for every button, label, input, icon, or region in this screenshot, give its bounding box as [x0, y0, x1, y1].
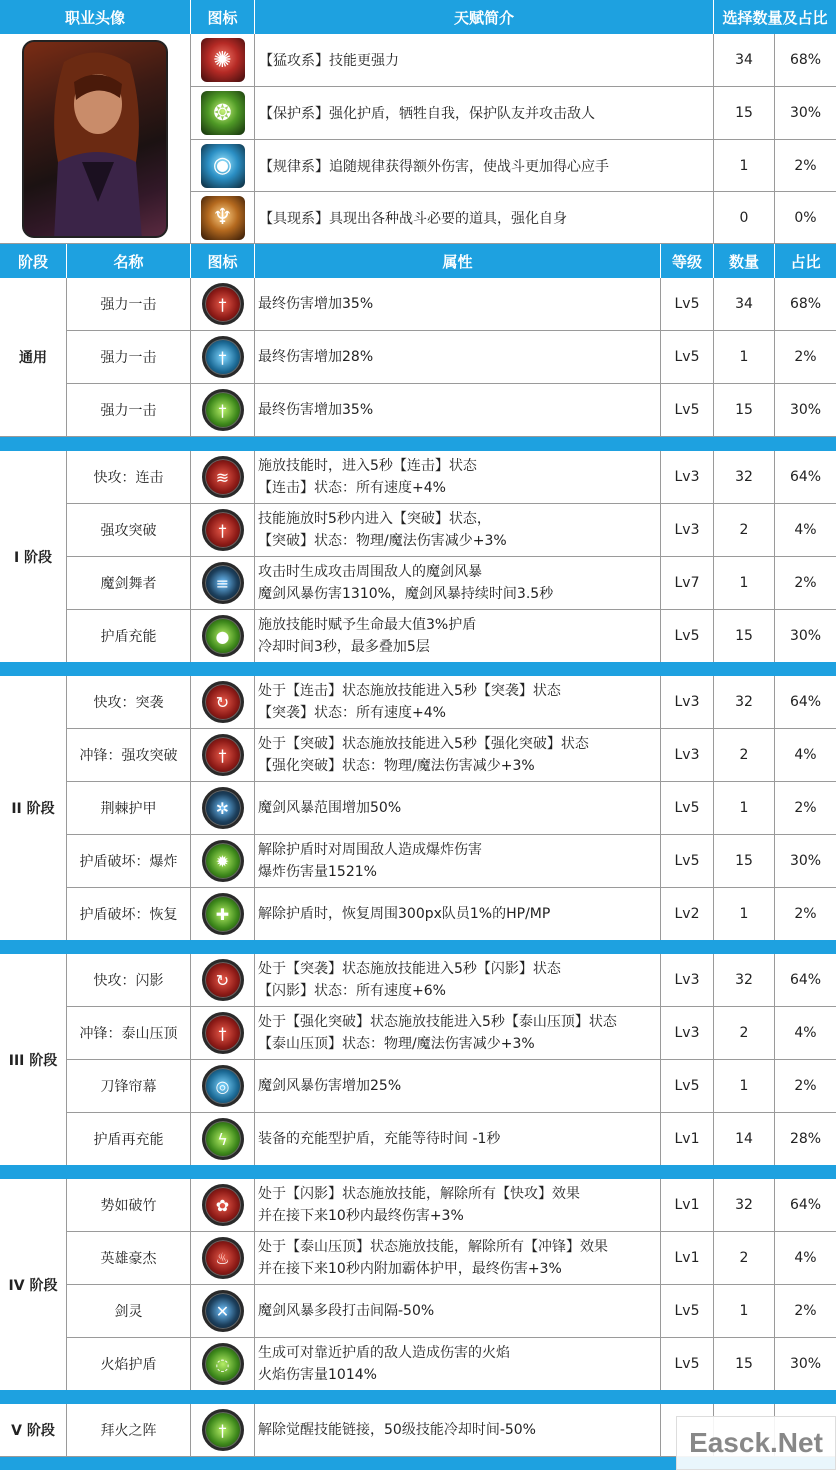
- talent-attr: [255, 1060, 661, 1113]
- talent-pct: 2%: [775, 1285, 836, 1338]
- talent-count: 32: [714, 451, 775, 504]
- talent-pct: 64%: [775, 954, 836, 1007]
- portrait-cell: [0, 34, 191, 244]
- attr-line-2: 并在接下来10秒内附加霸体护甲，最终伤害+3%: [258, 1261, 562, 1277]
- sub-header-icon: 图标: [191, 244, 255, 278]
- sub-header-attr: 属性: [255, 244, 661, 278]
- talent-icon-cell: [191, 835, 255, 888]
- talent-pct: 30%: [775, 835, 836, 888]
- talent-attr: [255, 278, 661, 331]
- talent-level: Lv2: [661, 888, 714, 941]
- attr-line-1: 施放技能时赋予生命最大值3%护盾: [258, 617, 477, 633]
- stage-label: IV 阶段: [0, 1179, 67, 1391]
- talent-count: 2: [714, 504, 775, 557]
- talent-level: Lv3: [661, 504, 714, 557]
- school-pct: 30%: [775, 87, 836, 140]
- attr-line-2: 爆炸伤害量1521%: [258, 864, 377, 880]
- talent-pct: 4%: [775, 729, 836, 782]
- talent-count: 2: [714, 729, 775, 782]
- talent-name: 强力一击: [67, 278, 191, 331]
- header-intro: 天赋简介: [255, 0, 714, 34]
- talent-pct: 2%: [775, 1060, 836, 1113]
- talent-name: 冲锋：泰山压顶: [67, 1007, 191, 1060]
- talent-attr: [255, 610, 661, 663]
- talent-count: 14: [714, 1113, 775, 1166]
- recharge-icon: ϟ: [202, 1118, 244, 1160]
- talent-icon-cell: [191, 557, 255, 610]
- talent-attr: [255, 1285, 661, 1338]
- attr-line-2: 魔剑风暴伤害1310%，魔剑风暴持续时间3.5秒: [258, 586, 554, 602]
- slash-icon: ≋: [202, 456, 244, 498]
- talent-count: 1: [714, 557, 775, 610]
- talent-level: Lv5: [661, 278, 714, 331]
- talent-count: 15: [714, 1338, 775, 1391]
- talent-pct: 4%: [775, 1232, 836, 1285]
- talent-attr: [255, 782, 661, 835]
- talent-level: Lv5: [661, 384, 714, 437]
- sub-header-name: 名称: [67, 244, 191, 278]
- talent-count: 15: [714, 384, 775, 437]
- attr-line-2: 【强化突破】状态：物理/魔法伤害减少+3%: [258, 758, 535, 774]
- section-divider: [0, 437, 836, 451]
- talent-attr: [255, 1404, 661, 1457]
- heal-icon: ✚: [202, 893, 244, 935]
- talent-level: Lv5: [661, 1338, 714, 1391]
- attr-line-2: 【突破】状态：物理/魔法伤害减少+3%: [258, 533, 507, 549]
- talent-count: 15: [714, 610, 775, 663]
- talent-name: 拜火之阵: [67, 1404, 191, 1457]
- talent-icon-cell: [191, 1007, 255, 1060]
- school-pct: 68%: [775, 34, 836, 87]
- section-divider: [0, 940, 836, 954]
- talent-pct: 68%: [775, 278, 836, 331]
- attr-line-1: 解除觉醒技能链接，50级技能冷却时间-50%: [258, 1422, 536, 1438]
- talent-count: 2: [714, 1232, 775, 1285]
- flame-icon: ♨: [202, 1237, 244, 1279]
- talent-pct: 30%: [775, 610, 836, 663]
- attr-line-1: 最终伤害增加28%: [258, 349, 374, 365]
- wheel-icon: ✿: [202, 1184, 244, 1226]
- talent-icon-cell: [191, 331, 255, 384]
- talent-name: 强力一击: [67, 384, 191, 437]
- blue-sigil-icon: ◉: [201, 144, 245, 188]
- attr-line-1: 处于【泰山压顶】状态施放技能，解除所有【冲锋】效果: [258, 1239, 608, 1255]
- thorn-icon: ✲: [202, 787, 244, 829]
- school-count: 15: [714, 87, 775, 140]
- attr-line-2: 【连击】状态：所有速度+4%: [258, 480, 446, 496]
- talent-name: 快攻：突袭: [67, 676, 191, 729]
- school-desc: 【具现系】具现出各种战斗必要的道具，强化自身: [255, 192, 714, 244]
- talent-level: Lv1: [661, 1113, 714, 1166]
- talent-name: 护盾再充能: [67, 1113, 191, 1166]
- talent-count: 15: [714, 835, 775, 888]
- talent-attr: [255, 954, 661, 1007]
- talent-count: 32: [714, 954, 775, 1007]
- talent-name: 冲锋：强攻突破: [67, 729, 191, 782]
- talent-icon-cell: [191, 384, 255, 437]
- sub-header-level: 等级: [661, 244, 714, 278]
- talent-level: Lv5: [661, 835, 714, 888]
- talent-name: 护盾破坏：恢复: [67, 888, 191, 941]
- talent-attr: [255, 1113, 661, 1166]
- attr-line-1: 最终伤害增加35%: [258, 402, 374, 418]
- section-divider: [0, 1390, 836, 1404]
- stage-label: I 阶段: [0, 451, 67, 663]
- talent-icon-cell: [191, 888, 255, 941]
- talent-level: Lv7: [661, 557, 714, 610]
- green-sigil-icon: ❂: [201, 91, 245, 135]
- sword-icon: †: [202, 389, 244, 431]
- sub-header-pct: 占比: [775, 244, 836, 278]
- talent-pct: 30%: [775, 1338, 836, 1391]
- talent-level: Lv5: [661, 331, 714, 384]
- header-icon: 图标: [191, 0, 255, 34]
- ring-icon: ◌: [202, 1343, 244, 1385]
- talent-count: 34: [714, 278, 775, 331]
- talent-icon-cell: [191, 1285, 255, 1338]
- talent-attr: [255, 676, 661, 729]
- talent-icon-cell: [191, 782, 255, 835]
- talent-icon-cell: [191, 1404, 255, 1457]
- talent-level: Lv3: [661, 729, 714, 782]
- school-count: 34: [714, 34, 775, 87]
- talent-count: 1: [714, 331, 775, 384]
- vortex-icon: ◎: [202, 1065, 244, 1107]
- attr-line-1: 魔剑风暴伤害增加25%: [258, 1078, 402, 1094]
- attr-line-1: 攻击时生成攻击周围敌人的魔剑风暴: [258, 564, 482, 580]
- talent-icon-cell: [191, 954, 255, 1007]
- talent-pct: 64%: [775, 1179, 836, 1232]
- talent-count: 1: [714, 782, 775, 835]
- talent-icon-cell: [191, 1179, 255, 1232]
- attr-line-2: 冷却时间3秒，最多叠加5层: [258, 639, 430, 655]
- swirl-icon: ↻: [202, 959, 244, 1001]
- talent-level: Lv1: [661, 1232, 714, 1285]
- attr-line-2: 【泰山压顶】状态：物理/魔法伤害减少+3%: [258, 1036, 535, 1052]
- talent-name: 英雄豪杰: [67, 1232, 191, 1285]
- stage-label: III 阶段: [0, 954, 67, 1166]
- talent-level: Lv3: [661, 676, 714, 729]
- school-desc: 【规律系】追随规律获得额外伤害，使战斗更加得心应手: [255, 140, 714, 192]
- talent-level: Lv5: [661, 610, 714, 663]
- talent-attr: [255, 331, 661, 384]
- attr-line-1: 处于【突袭】状态施放技能进入5秒【闪影】状态: [258, 961, 561, 977]
- attr-line-1: 魔剑风暴范围增加50%: [258, 800, 402, 816]
- talent-name: 快攻：闪影: [67, 954, 191, 1007]
- talent-name: 护盾充能: [67, 610, 191, 663]
- sword-icon: †: [202, 734, 244, 776]
- section-divider: [0, 1165, 836, 1179]
- cross-blade-icon: ✕: [202, 1290, 244, 1332]
- talent-attr: [255, 557, 661, 610]
- header-portrait: 职业头像: [0, 0, 191, 34]
- attr-line-2: 火焰伤害量1014%: [258, 1367, 377, 1383]
- sword-icon: †: [202, 1409, 244, 1451]
- talent-attr: [255, 1179, 661, 1232]
- school-desc: 【猛攻系】技能更强力: [255, 34, 714, 87]
- school-count: 1: [714, 140, 775, 192]
- section-divider: [0, 662, 836, 676]
- red-sigil-icon: ✺: [201, 38, 245, 82]
- talent-icon-cell: [191, 729, 255, 782]
- talent-icon-cell: [191, 610, 255, 663]
- talent-attr: [255, 384, 661, 437]
- talent-level: Lv1: [661, 1179, 714, 1232]
- talent-count: 32: [714, 1179, 775, 1232]
- claw-icon: ≡: [202, 562, 244, 604]
- stage-label: V 阶段: [0, 1404, 67, 1457]
- talent-icon-cell: [191, 1232, 255, 1285]
- sub-header-count: 数量: [714, 244, 775, 278]
- school-desc: 【保护系】强化护盾，牺牲自我，保护队友并攻击敌人: [255, 87, 714, 140]
- talent-attr: [255, 1232, 661, 1285]
- attr-line-1: 技能施放时5秒内进入【突破】状态，: [258, 511, 491, 527]
- stage-label: 通用: [0, 278, 67, 437]
- talent-name: 强攻突破: [67, 504, 191, 557]
- attr-line-1: 装备的充能型护盾，充能等待时间 -1秒: [258, 1131, 501, 1147]
- attr-line-1: 最终伤害增加35%: [258, 296, 374, 312]
- talent-pct: 2%: [775, 331, 836, 384]
- talent-level: Lv5: [661, 782, 714, 835]
- attr-line-1: 魔剑风暴多段打击间隔-50%: [258, 1303, 435, 1319]
- talent-count: 1: [714, 1285, 775, 1338]
- talent-pct: 28%: [775, 1113, 836, 1166]
- talent-pct: 2%: [775, 782, 836, 835]
- talent-level: Lv5: [661, 1285, 714, 1338]
- talent-pct: 2%: [775, 557, 836, 610]
- attr-line-1: 处于【连击】状态施放技能进入5秒【突袭】状态: [258, 683, 561, 699]
- attr-line-2: 【闪影】状态：所有速度+6%: [258, 983, 446, 999]
- burst-icon: ✹: [202, 840, 244, 882]
- portrait-figure-icon: [24, 42, 168, 238]
- attr-line-1: 生成可对靠近护盾的敌人造成伤害的火焰: [258, 1345, 510, 1361]
- sword-icon: †: [202, 336, 244, 378]
- talent-attr: [255, 888, 661, 941]
- talent-pct: 64%: [775, 676, 836, 729]
- talent-level: Lv5: [661, 1060, 714, 1113]
- attr-line-1: 处于【强化突破】状态施放技能进入5秒【泰山压顶】状态: [258, 1014, 617, 1030]
- talent-name: 魔剑舞者: [67, 557, 191, 610]
- talent-attr: [255, 504, 661, 557]
- attr-line-1: 处于【突破】状态施放技能进入5秒【强化突破】状态: [258, 736, 589, 752]
- talent-name: 快攻：连击: [67, 451, 191, 504]
- talent-count: 1: [714, 1060, 775, 1113]
- school-count: 0: [714, 192, 775, 244]
- talent-name: 强力一击: [67, 331, 191, 384]
- talent-pct: 64%: [775, 451, 836, 504]
- sword-icon: †: [202, 283, 244, 325]
- school-icon-cell: [191, 192, 255, 244]
- attr-line-2: 【突袭】状态：所有速度+4%: [258, 705, 446, 721]
- orb-icon: ●: [202, 615, 244, 657]
- talent-attr: [255, 451, 661, 504]
- class-portrait: [22, 40, 168, 238]
- talent-name: 火焰护盾: [67, 1338, 191, 1391]
- talent-count: 32: [714, 676, 775, 729]
- talent-count: 2: [714, 1007, 775, 1060]
- watermark: Easck.Net: [676, 1416, 836, 1470]
- attr-line-1: 解除护盾时，恢复周围300px队员1%的HP/MP: [258, 906, 551, 922]
- attr-line-1: 解除护盾时对周围敌人造成爆炸伤害: [258, 842, 482, 858]
- talent-attr: [255, 1007, 661, 1060]
- school-pct: 2%: [775, 140, 836, 192]
- talent-icon-cell: [191, 1060, 255, 1113]
- sword-icon: †: [202, 509, 244, 551]
- talent-name: 剑灵: [67, 1285, 191, 1338]
- talent-level: Lv3: [661, 1007, 714, 1060]
- talent-name: 荆棘护甲: [67, 782, 191, 835]
- talent-pct: 2%: [775, 888, 836, 941]
- attr-line-2: 并在接下来10秒内最终伤害+3%: [258, 1208, 464, 1224]
- talent-pct: 4%: [775, 1007, 836, 1060]
- talent-name: 护盾破坏：爆炸: [67, 835, 191, 888]
- talent-name: 势如破竹: [67, 1179, 191, 1232]
- talent-icon-cell: [191, 504, 255, 557]
- school-icon-cell: [191, 140, 255, 192]
- school-icon-cell: [191, 87, 255, 140]
- talent-icon-cell: [191, 1338, 255, 1391]
- school-pct: 0%: [775, 192, 836, 244]
- sub-header-stage: 阶段: [0, 244, 67, 278]
- talent-pct: 4%: [775, 504, 836, 557]
- gold-sigil-icon: ♆: [201, 196, 245, 240]
- talent-count: 1: [714, 888, 775, 941]
- header-select: 选择数量及占比: [714, 0, 836, 34]
- attr-line-1: 处于【闪影】状态施放技能，解除所有【快攻】效果: [258, 1186, 580, 1202]
- sword-icon: †: [202, 1012, 244, 1054]
- talent-attr: [255, 835, 661, 888]
- talent-icon-cell: [191, 451, 255, 504]
- talent-level: Lv3: [661, 954, 714, 1007]
- stage-label: II 阶段: [0, 676, 67, 941]
- talent-icon-cell: [191, 676, 255, 729]
- attr-line-1: 施放技能时，进入5秒【连击】状态: [258, 458, 477, 474]
- talent-attr: [255, 729, 661, 782]
- talent-icon-cell: [191, 278, 255, 331]
- swirl-icon: ↻: [202, 681, 244, 723]
- talent-pct: 30%: [775, 384, 836, 437]
- talent-level: Lv3: [661, 451, 714, 504]
- talent-name: 刀锋帘幕: [67, 1060, 191, 1113]
- talent-icon-cell: [191, 1113, 255, 1166]
- talent-attr: [255, 1338, 661, 1391]
- school-icon-cell: [191, 34, 255, 87]
